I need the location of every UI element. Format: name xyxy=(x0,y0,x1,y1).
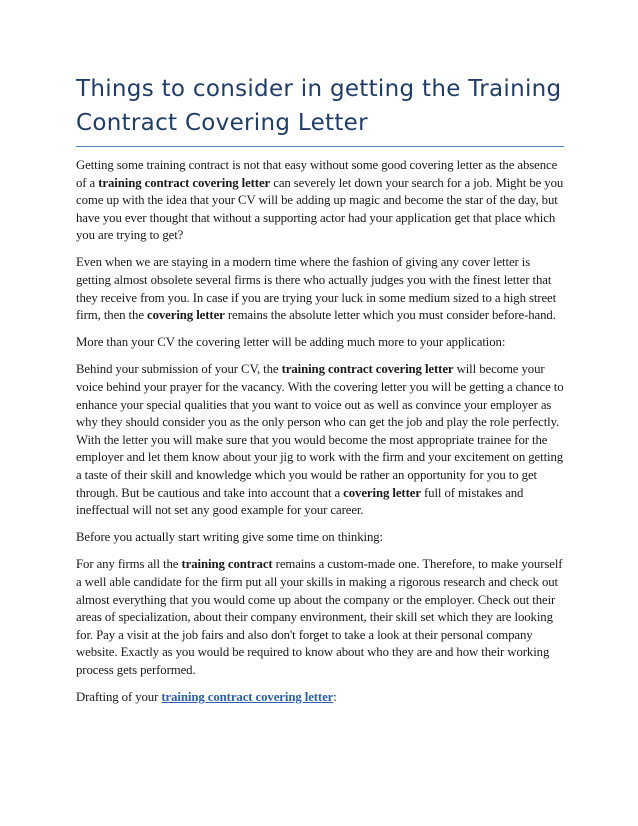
bold-keyword: training contract covering letter xyxy=(98,175,271,190)
paragraph-1 xyxy=(76,157,564,245)
text: remains the absolute letter which you must consider before-hand. xyxy=(224,308,556,323)
paragraph-4 xyxy=(76,361,564,519)
bold-keyword: training contract xyxy=(181,557,273,572)
text: Drafting of your xyxy=(76,690,162,705)
training-contract-link[interactable]: training contract covering letter xyxy=(161,690,334,705)
page-title: Things to consider in getting the Training Contract Covering Letter xyxy=(76,72,564,147)
paragraph-3: More than your CV the covering letter will be adding much more to your application: xyxy=(76,335,506,350)
text: For any firms all the xyxy=(76,557,182,572)
bold-keyword: covering letter xyxy=(343,485,421,500)
paragraph-5: Before you actually start writing give some time on thinking: xyxy=(76,530,384,545)
paragraph-7 xyxy=(76,689,564,707)
text: will become your voice behind your prayer for the vacancy. With the covering letter you will be getting a chance to enhance your special qualities that you want to voice out as well as convince your employer as why they should consider you as the only person who can get the job and play the role perfectly. With the letter you will make sure that you would become the most appropriate trainee for the employer and let them know about your jig to work with the firm and your excitement on getting a taste of their skill and knowledge which you would be rather an opportunity for you to get through. But be cautious and take into account that a xyxy=(76,362,564,500)
bold-keyword: training contract covering letter xyxy=(281,362,454,377)
text: : xyxy=(333,690,337,705)
text: can severely let down your search for a job. Might be you come up with the idea that your CV will be adding up magic and become the star of the day, but have you ever thought that without a supporting actor had your application get that place which you are trying to get? xyxy=(76,175,564,243)
text: remains a custom-made one. Therefore, to make yourself a well able candidate for the firm put all your skills in making a rigorous research and check out almost everything that you would come up about the company or the employer. Check out their areas of specialization, about their company environment, their skill set which they are looking for. Pay a visit at the job fairs and also don't forget to take a look at their personal company website. Exactly as you would be required to know about who they are and how their working process gets performed. xyxy=(76,557,563,677)
paragraph-6 xyxy=(76,556,564,679)
paragraph-2 xyxy=(76,254,564,324)
text: Getting some training contract is not that easy without some good covering letter as the absence of a xyxy=(76,158,558,190)
text: Even when we are staying in a modern time where the fashion of giving any cover letter is getting almost obsolete several firms is there who actually judges you with the finest letter that they receive from you. In case if you are trying your luck in some medium sized to a high street firm, then the xyxy=(76,255,557,323)
document-page xyxy=(76,72,564,707)
text: Behind your submission of your CV, the xyxy=(76,362,282,377)
bold-keyword: covering letter xyxy=(147,308,225,323)
text: full of mistakes and ineffectual will not set any good example for your career. xyxy=(76,485,524,518)
